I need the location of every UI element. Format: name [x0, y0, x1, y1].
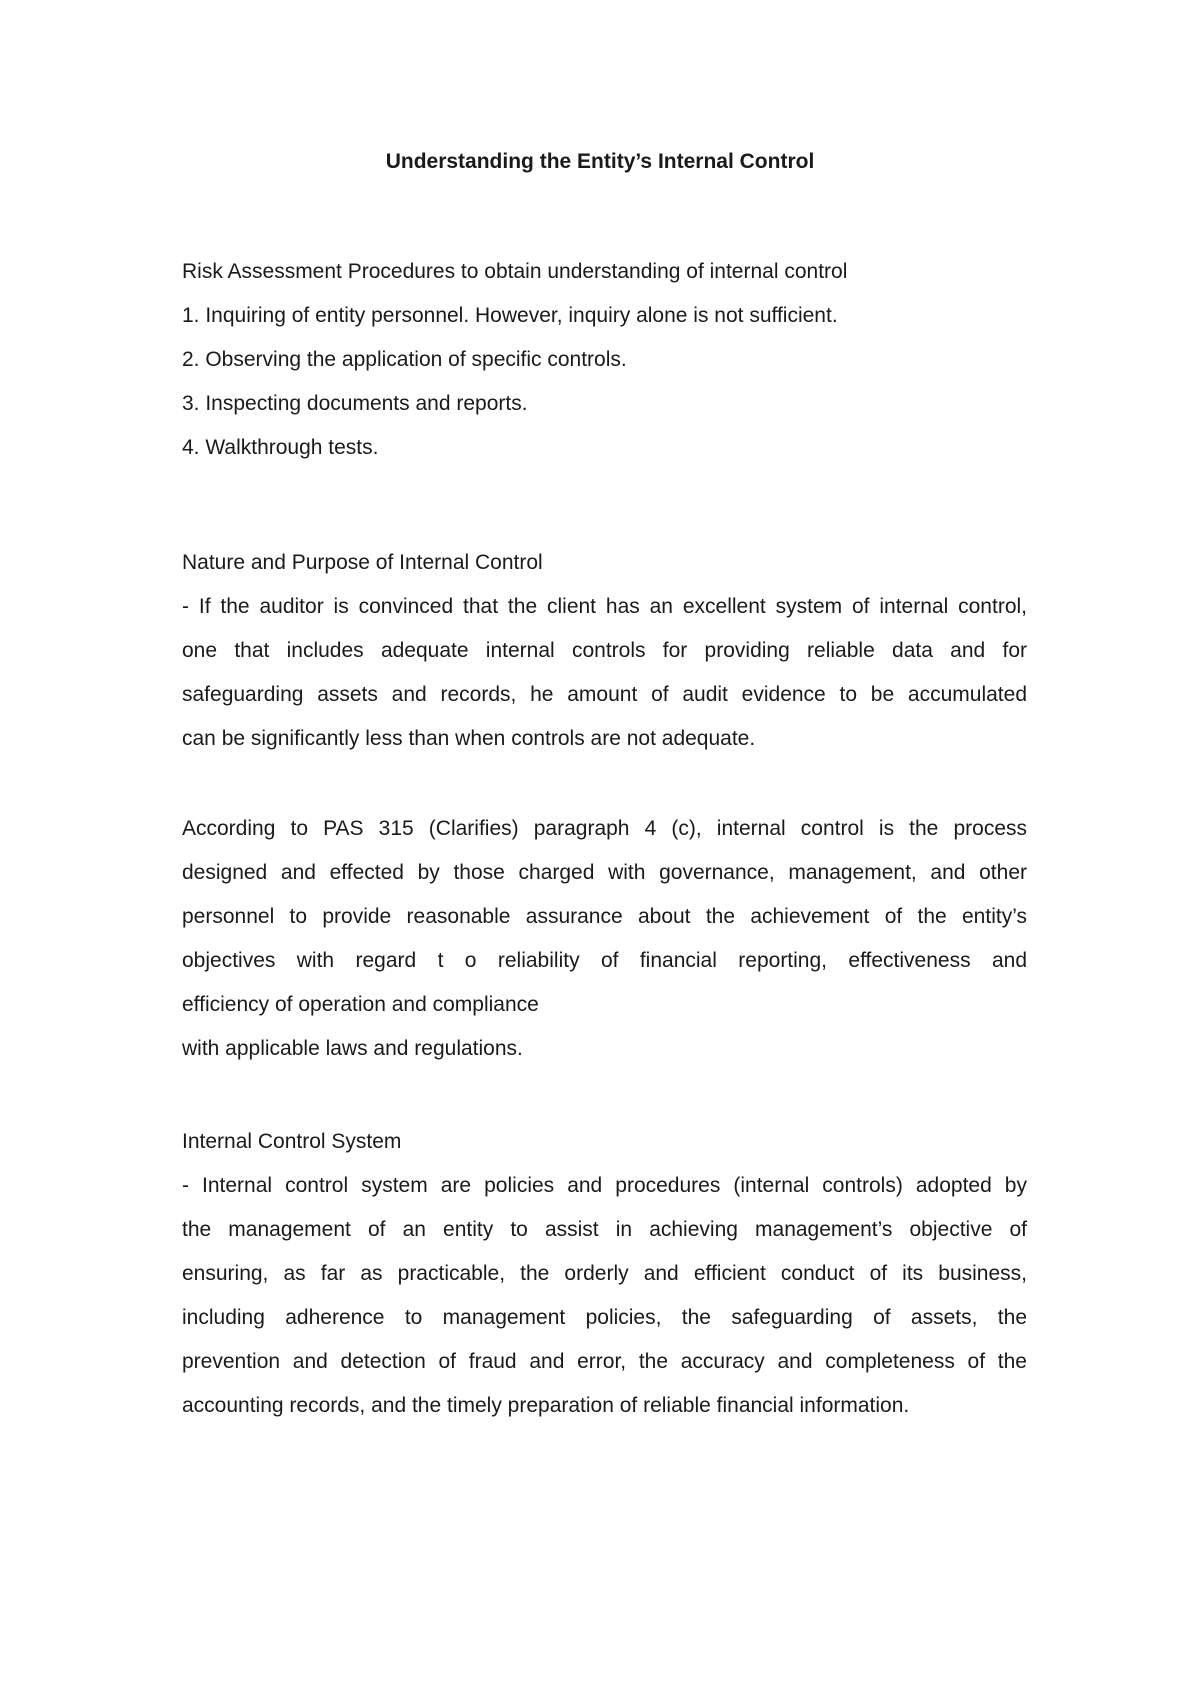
list-item: 3. Inspecting documents and reports.: [182, 392, 528, 415]
paragraph-line: efficiency of operation and compliance: [182, 993, 539, 1016]
nature-purpose-heading: Nature and Purpose of Internal Control: [182, 551, 543, 574]
paragraph-line: designed and effected by those charged with governance, management, and other: [182, 861, 1027, 884]
paragraph-line: one that includes adequate internal controls for providing reliable data and for: [182, 639, 1027, 662]
paragraph-line: prevention and detection of fraud and error, the accuracy and completeness of the: [182, 1350, 1027, 1373]
paragraph-line: personnel to provide reasonable assurance about the achievement of the entity’s: [182, 905, 1027, 928]
paragraph-line: accounting records, and the timely preparation of reliable financial information.: [182, 1394, 910, 1417]
paragraph-line: safeguarding assets and records, he amount of audit evidence to be accumulated: [182, 683, 1027, 706]
list-item: 2. Observing the application of specific controls.: [182, 348, 627, 371]
paragraph-line: ensuring, as far as practicable, the orderly and efficient conduct of its business,: [182, 1262, 1027, 1285]
pas-315-paragraph: [182, 807, 1027, 1071]
internal-control-system-heading: Internal Control System: [182, 1130, 402, 1153]
list-item: 1. Inquiring of entity personnel. However, inquiry alone is not sufficient.: [182, 304, 838, 327]
risk-assessment-heading: Risk Assessment Procedures to obtain understanding of internal control: [182, 260, 848, 283]
risk-assessment-section: [182, 250, 1027, 470]
paragraph-line: the management of an entity to assist in achieving management’s objective of: [182, 1218, 1027, 1241]
paragraph-line: including adherence to management policies, the safeguarding of assets, the: [182, 1306, 1027, 1329]
document-title: Understanding the Entity’s Internal Control: [385, 150, 815, 173]
paragraph-line: can be significantly less than when controls are not adequate.: [182, 727, 756, 750]
paragraph-line: - If the auditor is convinced that the client has an excellent system of internal control,: [182, 595, 1027, 618]
paragraph-line: objectives with regard t o reliability of financial reporting, effectiveness and: [182, 949, 1027, 972]
list-item: 4. Walkthrough tests.: [182, 436, 379, 459]
paragraph-line: - Internal control system are policies and procedures (internal controls) adopted by: [182, 1174, 1027, 1197]
internal-control-system-section: [182, 1120, 1027, 1428]
paragraph-line: with applicable laws and regulations.: [182, 1037, 523, 1060]
nature-purpose-section: [182, 541, 1027, 761]
risk-procedures-list: [182, 294, 1027, 470]
paragraph-line: According to PAS 315 (Clarifies) paragraph 4 (c), internal control is the process: [182, 817, 1027, 840]
